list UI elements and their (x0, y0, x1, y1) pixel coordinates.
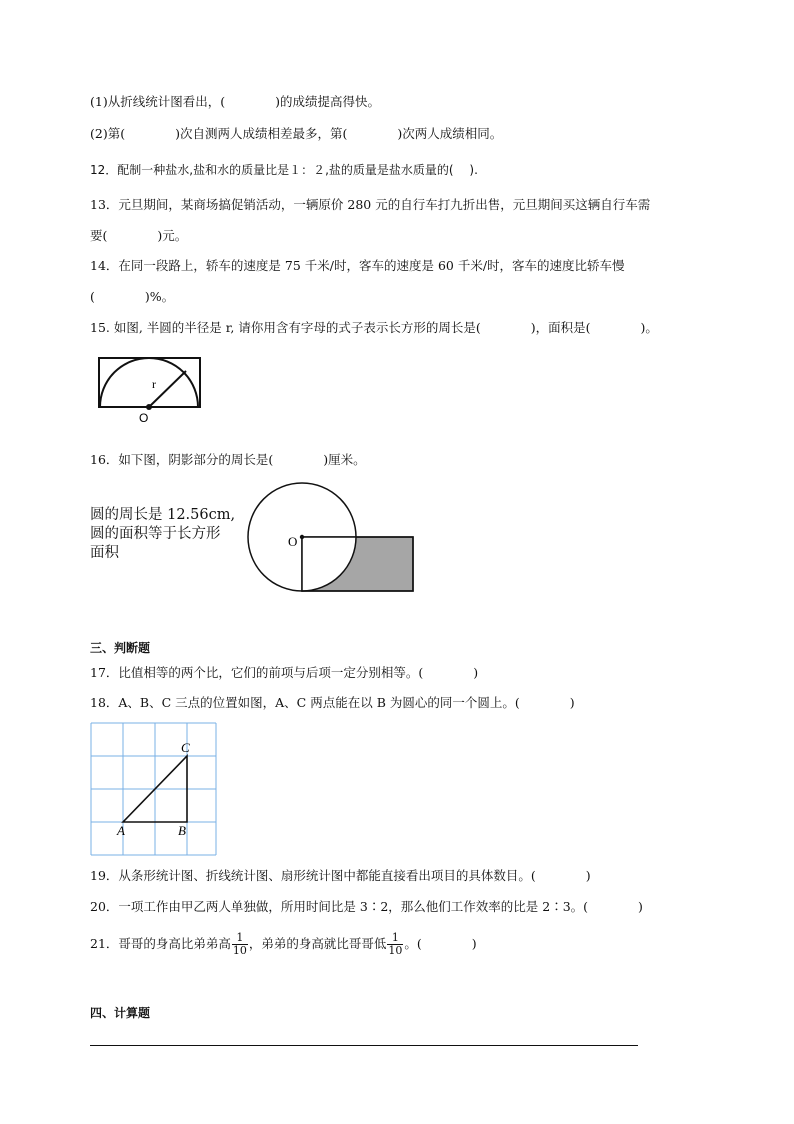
caption-line-2: 圆的面积等于长方形 (90, 526, 221, 542)
center-point (300, 535, 304, 539)
q21-text-3: 。( ) (404, 936, 477, 951)
q21-text-1: 21．哥哥的身高比弟弟高 (90, 936, 231, 951)
question-18: 18．A、B、C 三点的位置如图，A、C 两点能在以 B 为圆心的同一个圆上。( ) (90, 695, 575, 710)
semicircle-in-rectangle-figure (95, 355, 205, 425)
caption-line-3: 面积 (90, 545, 119, 561)
fraction-1-10 (232, 932, 248, 957)
q11-sub1: (1)从折线统计图看出，( )的成绩提高得快。 (90, 94, 380, 109)
center-point (146, 404, 152, 410)
circle-rectangle-shaded-figure (240, 480, 425, 595)
question-14-line1: 14．在同一段路上，轿车的速度是 75 千米/时，客车的速度是 60 千米/时，客车的速度比轿车慢 (90, 258, 625, 273)
question-21 (90, 930, 477, 958)
question-19: 19．从条形统计图、折线统计图、扇形统计图中都能直接看出项目的具体数目。( ) (90, 868, 591, 883)
label-a: A (117, 823, 125, 838)
label-o: O (288, 534, 298, 549)
figure-16-caption (90, 506, 235, 563)
fraction-numerator: 1 (232, 932, 248, 945)
question-13-line2: 要( )元。 (90, 228, 188, 243)
question-16: 16．如下图，阴影部分的周长是( )厘米。 (90, 452, 366, 467)
fraction-denominator: 10 (388, 944, 403, 957)
label-c: C (181, 740, 190, 755)
question-15: 15. 如图, 半圆的半径是 r, 请你用含有字母的式子表示长方形的周长是( )，面积是( )。 (90, 320, 658, 335)
section-4-heading: 四、计算题 (90, 1006, 151, 1020)
question-14-line2: ( )%。 (90, 289, 175, 304)
label-r: r (152, 377, 156, 391)
caption-line-1: 圆的周长是 12.56cm, (90, 507, 236, 523)
question-17: 17．比值相等的两个比，它们的前项与后项一定分别相等。( ) (90, 665, 479, 680)
label-o: O (139, 411, 149, 425)
triangle-grid-figure (90, 722, 220, 857)
label-b: B (178, 823, 186, 838)
question-20: 20．一项工作由甲乙两人单独做，所用时间比是 3∶2，那么他们工作效率的比是 2∶3。( ) (90, 899, 643, 914)
section-3-heading: 三、判断题 (90, 641, 151, 655)
question-12: 12．配制一种盐水,盐和水的质量比是１：２,盐的质量是盐水质量的( ). (90, 163, 478, 177)
fraction-1-10-second (387, 932, 403, 957)
fraction-numerator: 1 (387, 932, 403, 945)
question-13-line1: 13．元旦期间，某商场搞促销活动，一辆原价 280 元的自行车打九折出售，元旦期间买这辆自行车需 (90, 197, 651, 212)
semicircle-arc (100, 358, 198, 407)
fraction-denominator: 10 (232, 944, 247, 957)
grid-lines (91, 723, 216, 855)
answer-rule-line (90, 1045, 638, 1046)
rectangle-outline (99, 358, 200, 407)
q21-text-2: ，弟弟的身高就比哥哥低 (248, 936, 387, 951)
q11-sub2: (2)第( )次自测两人成绩相差最多，第( )次两人成绩相同。 (90, 126, 503, 141)
